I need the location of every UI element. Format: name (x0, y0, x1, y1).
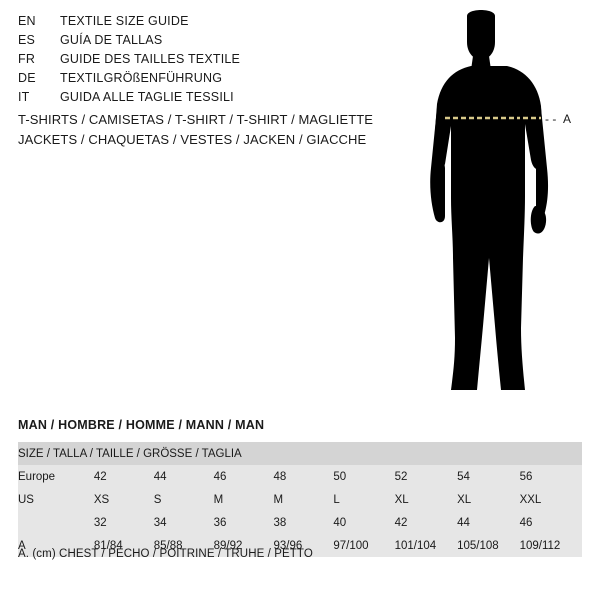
legend-text-en: TEXTILE SIZE GUIDE (60, 14, 189, 28)
chest-measure-label: A (563, 112, 572, 126)
legend-code-en: EN (18, 14, 36, 28)
cell-europe-6: 54 (457, 465, 520, 488)
table-header-label: SIZE / TALLA / TAILLE / GRÖSSE / TAGLIA (18, 442, 582, 465)
cell-europe-2: 46 (214, 465, 274, 488)
cell-europe-3: 48 (273, 465, 333, 488)
cell-usnum-1: 34 (154, 511, 214, 534)
silhouette-svg (395, 8, 595, 408)
cell-a-1: 85/88 (154, 534, 214, 557)
legend-row-fr (18, 52, 398, 71)
legend-code-de: DE (18, 71, 36, 85)
legend-text-es: GUÍA DE TALLAS (60, 33, 163, 47)
cell-usnum-2: 36 (214, 511, 274, 534)
legend-text-it: GUIDA ALLE TAGLIE TESSILI (60, 90, 234, 104)
measurement-footnote: A. (cm) CHEST / PECHO / POITRINE / TRUHE / PETTO (18, 548, 313, 560)
cell-a-5: 101/104 (395, 534, 458, 557)
cell-us-4: L (333, 488, 394, 511)
cell-usnum-6: 44 (457, 511, 520, 534)
body-silhouette (395, 8, 595, 408)
legend-row-es (18, 33, 398, 52)
category-tshirts: T-SHIRTS / CAMISETAS / T-SHIRT / T-SHIRT / MAGLIETTE (18, 112, 374, 127)
legend-text-fr: GUIDE DES TAILLES TEXTILE (60, 52, 241, 66)
legend-row-it (18, 90, 398, 109)
row-label-a: A (18, 534, 94, 557)
row-label-europe: Europe (18, 465, 94, 488)
legend-code-es: ES (18, 33, 36, 47)
cell-usnum-3: 38 (273, 511, 333, 534)
cell-us-2: M (214, 488, 274, 511)
language-legend (18, 14, 398, 109)
table-row (18, 511, 582, 534)
cell-us-7: XXL (520, 488, 582, 511)
legend-row-en (18, 14, 398, 33)
table-row (18, 488, 582, 511)
table-title: MAN / HOMBRE / HOMME / MANN / MAN (18, 418, 265, 432)
cell-europe-5: 52 (395, 465, 458, 488)
cell-us-0: XS (94, 488, 154, 511)
category-headings (18, 110, 418, 150)
cell-usnum-4: 40 (333, 511, 394, 534)
category-jackets: JACKETS / CHAQUETAS / VESTES / JACKEN / GIACCHE (18, 132, 367, 147)
cell-europe-7: 56 (520, 465, 582, 488)
cell-a-7: 109/112 (520, 534, 582, 557)
cell-a-6: 105/108 (457, 534, 520, 557)
cell-a-2: 89/92 (214, 534, 274, 557)
size-table (18, 442, 582, 557)
cell-usnum-0: 32 (94, 511, 154, 534)
table-row (18, 465, 582, 488)
row-label-us: US (18, 488, 94, 511)
cell-us-5: XL (395, 488, 458, 511)
cell-usnum-7: 46 (520, 511, 582, 534)
cell-usnum-5: 42 (395, 511, 458, 534)
cell-us-3: M (273, 488, 333, 511)
legend-row-de (18, 71, 398, 90)
cell-europe-4: 50 (333, 465, 394, 488)
table-header-row (18, 442, 582, 465)
legend-text-de: TEXTILGRÖßENFÜHRUNG (60, 71, 223, 85)
cell-a-0: 81/84 (94, 534, 154, 557)
cell-us-6: XL (457, 488, 520, 511)
cell-a-4: 97/100 (333, 534, 394, 557)
cell-europe-1: 44 (154, 465, 214, 488)
legend-code-fr: FR (18, 52, 36, 66)
chest-measure-dash: - - (545, 112, 557, 126)
row-label-us-numeric (18, 511, 94, 534)
cell-europe-0: 42 (94, 465, 154, 488)
cell-a-3: 93/96 (273, 534, 333, 557)
cell-us-1: S (154, 488, 214, 511)
legend-code-it: IT (18, 90, 30, 104)
